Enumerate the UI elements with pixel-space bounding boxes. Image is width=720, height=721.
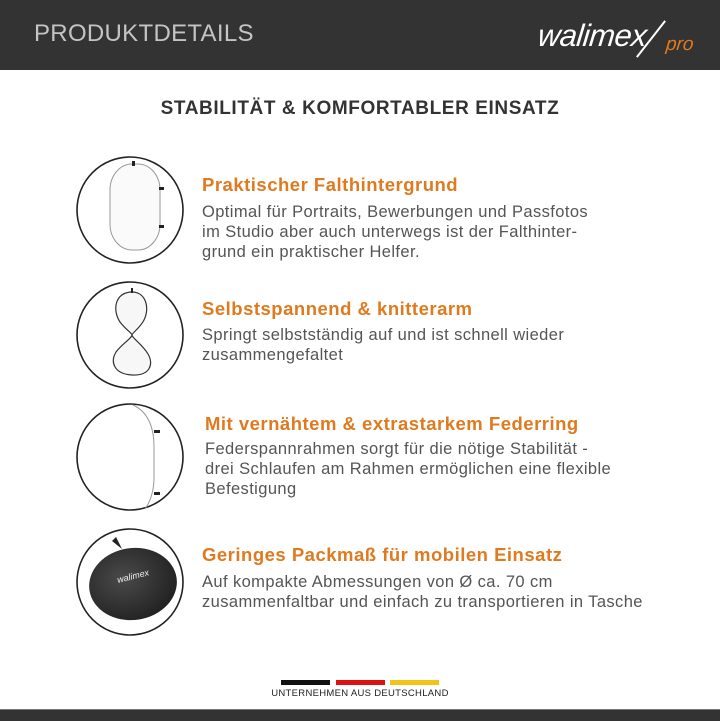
- feature-description: [202, 325, 564, 365]
- description-line: Federspannrahmen sorgt für die nötige Stabilität -: [205, 440, 589, 458]
- logo-wordmark: walimex: [536, 18, 649, 53]
- feature-description: [205, 439, 611, 499]
- feature-item: [0, 527, 720, 647]
- logo-suffix: pro: [664, 34, 695, 55]
- description-line: Optimal für Portraits, Bewerbungen und Passfotos: [202, 203, 589, 221]
- footer-label: UNTERNEHMEN AUS DEUTSCHLAND: [271, 688, 449, 699]
- description-line: drei Schlaufen am Rahmen ermöglichen eine flexible: [205, 460, 612, 478]
- flag-stripe-gold: [390, 680, 439, 685]
- spring-frame-icon: [70, 402, 190, 512]
- feature-title: Selbstspannend & knitterarm: [202, 298, 473, 319]
- feature-description: [202, 202, 588, 262]
- feature-title: Praktischer Falthintergrund: [202, 174, 459, 195]
- carry-bag-icon: [70, 527, 190, 637]
- folding-backdrop-icon: [70, 280, 190, 390]
- page-title: PRODUKTDETAILS: [34, 20, 254, 47]
- description-line: Befestigung: [205, 480, 297, 498]
- flag-stripe-red: [336, 680, 385, 685]
- bag-logo: walimex: [116, 567, 151, 585]
- description-line: grund ein praktischer Helfer.: [202, 243, 420, 261]
- oval-backdrop-icon: [70, 155, 190, 265]
- header-bar: [0, 0, 720, 70]
- description-line: zusammenfaltbar und einfach zu transportieren in Tasche: [202, 593, 643, 611]
- feature-item: [0, 280, 720, 400]
- description-line: zusammengefaltet: [202, 346, 344, 364]
- feature-item: [0, 402, 720, 522]
- feature-item: [0, 155, 720, 275]
- section-heading: STABILITÄT & KOMFORTABLER EINSATZ: [160, 98, 560, 119]
- feature-description: [202, 572, 643, 612]
- feature-title: Geringes Packmaß für mobilen Einsatz: [202, 544, 563, 565]
- flag-stripe-black: [281, 680, 330, 685]
- footer-bar: [0, 709, 720, 721]
- description-line: Springt selbstständig auf und ist schnell wieder: [202, 326, 565, 344]
- description-line: im Studio aber auch unterwegs ist der Falthinter-: [202, 223, 578, 241]
- feature-title: Mit vernähtem & extrastarkem Federring: [205, 413, 579, 434]
- brand-logo: [538, 18, 698, 58]
- description-line: Auf kompakte Abmessungen von Ø ca. 70 cm: [202, 573, 553, 591]
